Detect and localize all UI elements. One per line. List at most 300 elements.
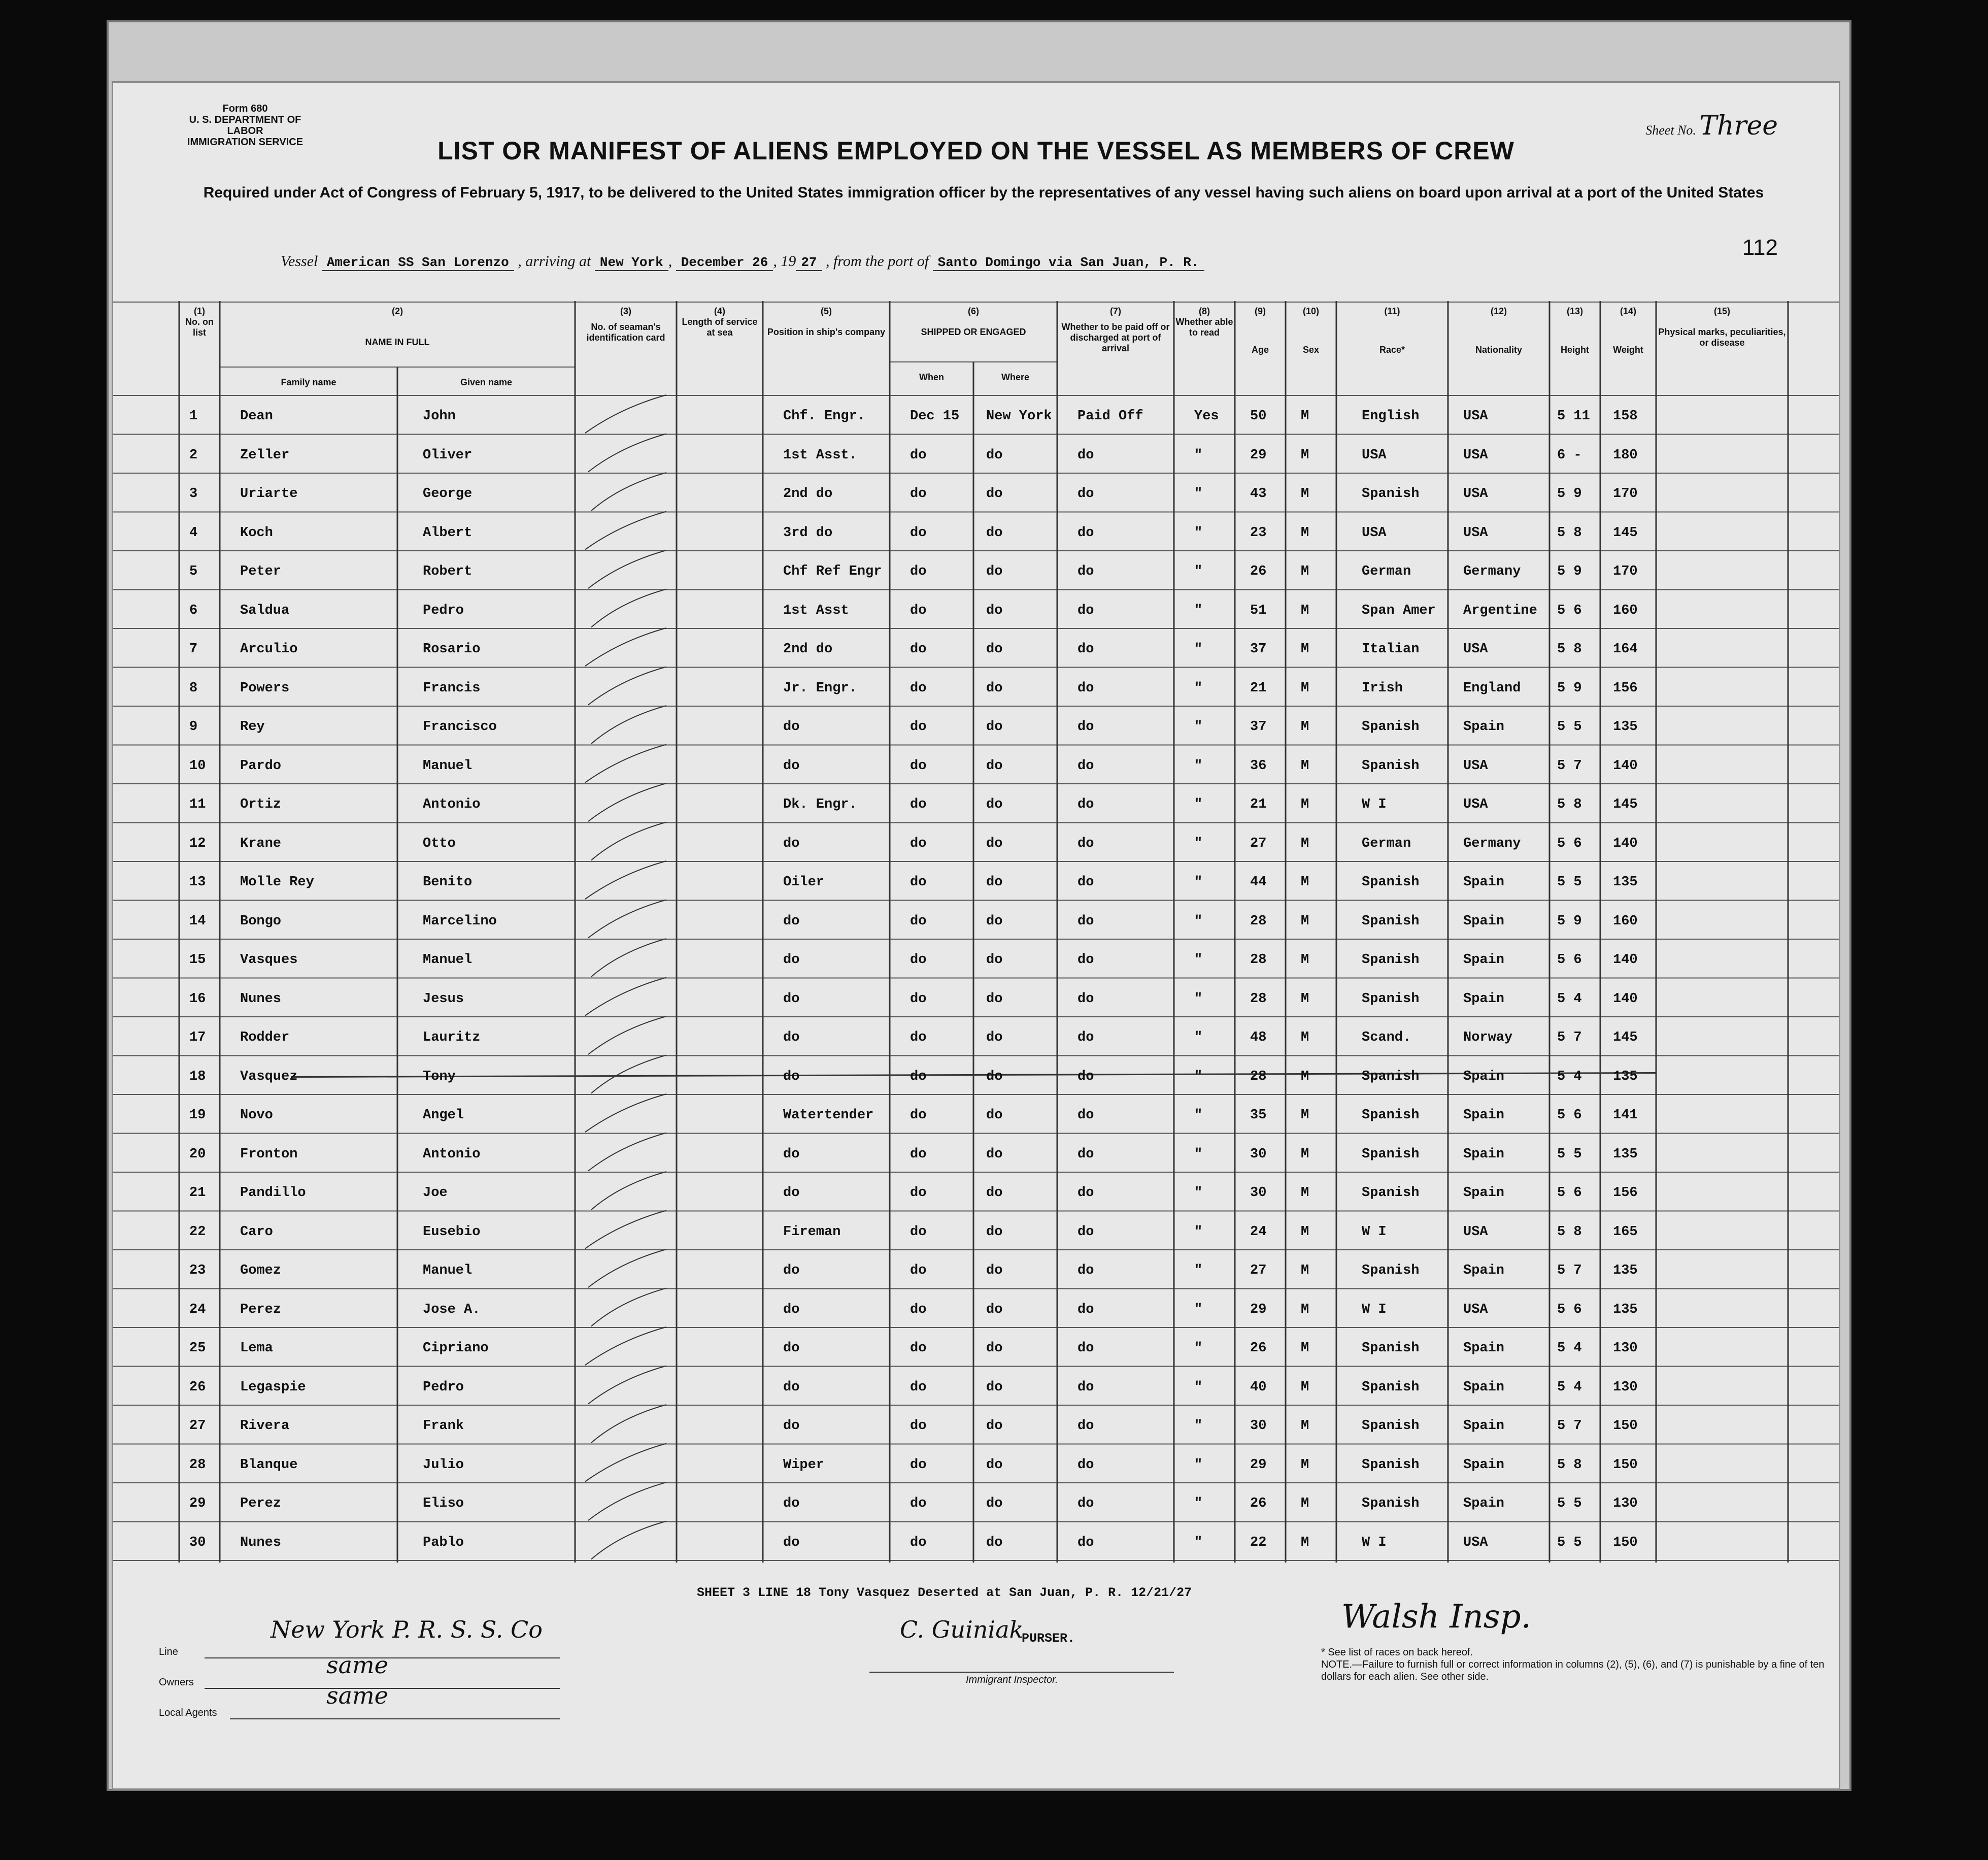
cell-race: Spanish — [1362, 1379, 1420, 1395]
table-row — [113, 1174, 1839, 1213]
footnote: * See list of races on back hereof. NOTE.—Failure to furnish full or correct information in columns (2), (5), (6), and (7) is punishable by a fine of ten dollars for each alien. See other side. — [1321, 1647, 1825, 1682]
cell-height: 5 6 — [1557, 1185, 1582, 1201]
cell-age: 30 — [1250, 1146, 1267, 1162]
agents-handwritten: same — [326, 1682, 388, 1709]
cell-age: 22 — [1250, 1535, 1267, 1550]
cell-race: Spanish — [1362, 1457, 1420, 1473]
cell-row-number: 12 — [189, 836, 206, 851]
header-name: (2) NAME IN FULL — [365, 306, 430, 347]
cell-position: do — [783, 1341, 800, 1356]
cell-given-name: John — [423, 409, 456, 424]
table-row — [113, 670, 1839, 708]
cell-position: do — [783, 719, 800, 735]
cell-shipped-where: do — [986, 758, 1003, 774]
cell-race: German — [1362, 836, 1411, 851]
cell-row-number: 18 — [189, 1069, 206, 1084]
table-row — [113, 1407, 1839, 1446]
cell-age: 50 — [1250, 409, 1267, 424]
cell-age: 28 — [1250, 1069, 1267, 1084]
cell-able-to-read: " — [1194, 875, 1203, 890]
cell-family-name: Dean — [240, 409, 273, 424]
cell-able-to-read: " — [1194, 797, 1203, 812]
cell-shipped-when: do — [910, 525, 927, 541]
cell-shipped-where: do — [986, 1108, 1003, 1123]
cell-shipped-when: do — [910, 1379, 927, 1395]
cell-family-name: Bongo — [240, 913, 282, 929]
cell-height: 5 4 — [1557, 1341, 1582, 1356]
cell-shipped-where: New York — [986, 409, 1052, 424]
cell-family-name: Peter — [240, 564, 282, 579]
cell-able-to-read: " — [1194, 447, 1203, 463]
cell-position: do — [783, 1069, 800, 1084]
header-paid-off: (7) Whether to be paid off or discharged at port of arrival — [1061, 306, 1170, 353]
cell-position: 1st Asst — [783, 603, 849, 618]
cell-family-name: Perez — [240, 1496, 282, 1511]
cell-shipped-where: do — [986, 1457, 1003, 1473]
cell-sex: M — [1301, 564, 1309, 579]
cell-family-name: Krane — [240, 836, 282, 851]
cell-shipped-where: do — [986, 1418, 1003, 1434]
cell-nationality: Spain — [1463, 1185, 1505, 1201]
cell-height: 5 7 — [1557, 758, 1582, 774]
cell-race: Spanish — [1362, 1341, 1420, 1356]
cell-shipped-when: do — [910, 1496, 927, 1511]
arrival-date: December 26 — [676, 255, 773, 271]
cell-row-number: 22 — [189, 1224, 206, 1240]
table-row — [113, 1097, 1839, 1135]
cell-race: Spanish — [1362, 486, 1420, 502]
cell-able-to-read: " — [1194, 1496, 1203, 1511]
table-row — [113, 708, 1839, 747]
cell-family-name: Saldua — [240, 603, 290, 618]
cell-able-to-read: " — [1194, 1185, 1203, 1201]
cell-family-name: Gomez — [240, 1263, 282, 1278]
cell-race: Scand. — [1362, 1030, 1411, 1045]
cell-able-to-read: " — [1194, 991, 1203, 1007]
cell-race: Spanish — [1362, 1069, 1420, 1084]
cell-paid-off: do — [1077, 680, 1094, 696]
cell-position: Chf. Engr. — [783, 409, 866, 424]
header-height: (13) Height — [1561, 306, 1589, 355]
cell-given-name: Albert — [423, 525, 473, 541]
cell-family-name: Vasquez — [240, 1069, 298, 1084]
table-row — [113, 1252, 1839, 1290]
cell-nationality: Spain — [1463, 1108, 1505, 1123]
cell-weight: 135 — [1613, 1302, 1638, 1317]
cell-age: 26 — [1250, 1341, 1267, 1356]
cell-race: Spanish — [1362, 719, 1420, 735]
cell-race: Spanish — [1362, 1185, 1420, 1201]
cell-height: 5 4 — [1557, 1069, 1582, 1084]
cell-height: 5 9 — [1557, 486, 1582, 502]
table-row — [113, 475, 1839, 514]
cell-paid-off: do — [1077, 1069, 1094, 1084]
cell-race: Spanish — [1362, 991, 1420, 1007]
cell-nationality: USA — [1463, 1302, 1488, 1317]
cell-shipped-when: do — [910, 758, 927, 774]
cell-sex: M — [1301, 603, 1309, 618]
cell-able-to-read: " — [1194, 1302, 1203, 1317]
cell-row-number: 21 — [189, 1185, 206, 1201]
table-row — [113, 786, 1839, 824]
table-row — [113, 863, 1839, 902]
cell-shipped-where: do — [986, 680, 1003, 696]
cell-given-name: Lauritz — [423, 1030, 481, 1045]
table-row — [113, 903, 1839, 941]
cell-height: 5 7 — [1557, 1418, 1582, 1434]
cell-shipped-when: do — [910, 875, 927, 890]
cell-weight: 135 — [1613, 1069, 1638, 1084]
cell-paid-off: do — [1077, 1108, 1094, 1123]
cell-weight: 135 — [1613, 719, 1638, 735]
cell-given-name: Joe — [423, 1185, 448, 1201]
cell-shipped-when: do — [910, 1108, 927, 1123]
cell-height: 5 9 — [1557, 680, 1582, 696]
cell-position: do — [783, 1418, 800, 1434]
cell-row-number: 16 — [189, 991, 206, 1007]
cell-age: 26 — [1250, 1496, 1267, 1511]
cell-weight: 145 — [1613, 525, 1638, 541]
cell-weight: 156 — [1613, 680, 1638, 696]
purser-signature: C. Guiniak — [900, 1616, 1024, 1643]
cell-position: do — [783, 991, 800, 1007]
cell-weight: 150 — [1613, 1457, 1638, 1473]
cell-row-number: 24 — [189, 1302, 206, 1317]
cell-row-number: 7 — [189, 642, 198, 657]
header-able-to-read: (8) Whether able to read — [1175, 306, 1233, 338]
desertion-annotation: SHEET 3 LINE 18 Tony Vasquez Deserted at San Juan, P. R. 12/21/27 — [697, 1585, 1192, 1600]
cell-nationality: Spain — [1463, 875, 1505, 890]
cell-position: Oiler — [783, 875, 825, 890]
cell-given-name: Pedro — [423, 1379, 464, 1395]
cell-shipped-when: do — [910, 1263, 927, 1278]
cell-age: 30 — [1250, 1418, 1267, 1434]
table-row — [113, 1213, 1839, 1252]
cell-able-to-read: " — [1194, 1379, 1203, 1395]
header-race: (11) Race* — [1379, 306, 1405, 355]
cell-given-name: Eliso — [423, 1496, 464, 1511]
cell-row-number: 26 — [189, 1379, 206, 1395]
cell-sex: M — [1301, 642, 1309, 657]
table-row — [113, 1446, 1839, 1485]
cell-able-to-read: " — [1194, 1457, 1203, 1473]
cell-shipped-when: do — [910, 1069, 927, 1084]
cell-row-number: 10 — [189, 758, 206, 774]
cell-sex: M — [1301, 1535, 1309, 1550]
cell-shipped-where: do — [986, 1185, 1003, 1201]
cell-row-number: 29 — [189, 1496, 206, 1511]
cell-nationality: USA — [1463, 447, 1488, 463]
page-subtitle: Required under Act of Congress of February 5, 1917, to be delivered to the United States immigration officer by the representatives of any vessel having such aliens on board upon arrival at a port of the United States — [203, 184, 1764, 201]
cell-shipped-when: do — [910, 1185, 927, 1201]
cell-weight: 130 — [1613, 1341, 1638, 1356]
header-shipped-when: When — [919, 372, 944, 382]
cell-shipped-where: do — [986, 719, 1003, 735]
cell-shipped-when: do — [910, 1224, 927, 1240]
table-row — [113, 630, 1839, 669]
cell-able-to-read: Yes — [1194, 409, 1219, 424]
cell-sex: M — [1301, 1030, 1309, 1045]
cell-shipped-where: do — [986, 836, 1003, 851]
cell-position: do — [783, 1263, 800, 1278]
crew-table — [113, 301, 1839, 1667]
header-physical-marks: (15) Physical marks, peculiarities, or disease — [1658, 306, 1786, 348]
cell-paid-off: do — [1077, 1379, 1094, 1395]
cell-shipped-where: do — [986, 1302, 1003, 1317]
cell-given-name: Francisco — [423, 719, 497, 735]
table-row — [113, 1136, 1839, 1174]
cell-sex: M — [1301, 680, 1309, 696]
cell-height: 6 - — [1557, 447, 1582, 463]
cell-sex: M — [1301, 1108, 1309, 1123]
cell-able-to-read: " — [1194, 564, 1203, 579]
cell-age: 37 — [1250, 642, 1267, 657]
cell-able-to-read: " — [1194, 719, 1203, 735]
cell-shipped-where: do — [986, 564, 1003, 579]
cell-shipped-when: do — [910, 913, 927, 929]
table-row — [113, 553, 1839, 591]
cell-family-name: Molle Rey — [240, 875, 314, 890]
table-row — [113, 747, 1839, 786]
header-no: (1) No. on list — [185, 306, 214, 338]
cell-weight: 145 — [1613, 797, 1638, 812]
cell-able-to-read: " — [1194, 486, 1203, 502]
cell-sex: M — [1301, 875, 1309, 890]
cell-sex: M — [1301, 525, 1309, 541]
cell-paid-off: do — [1077, 913, 1094, 929]
cell-given-name: Oliver — [423, 447, 473, 463]
cell-nationality: Spain — [1463, 1341, 1505, 1356]
cell-position: Jr. Engr. — [783, 680, 857, 696]
cell-position: do — [783, 1496, 800, 1511]
cell-shipped-where: do — [986, 525, 1003, 541]
cell-sex: M — [1301, 797, 1309, 812]
cell-race: Irish — [1362, 680, 1403, 696]
cell-row-number: 15 — [189, 952, 206, 968]
cell-row-number: 11 — [189, 797, 206, 812]
cell-shipped-when: do — [910, 642, 927, 657]
cell-age: 21 — [1250, 797, 1267, 812]
table-row — [113, 1058, 1839, 1097]
cell-family-name: Pardo — [240, 758, 282, 774]
cell-position: Fireman — [783, 1224, 841, 1240]
cell-given-name: Manuel — [423, 1263, 473, 1278]
table-row — [113, 1330, 1839, 1368]
cell-shipped-where: do — [986, 797, 1003, 812]
cell-nationality: Spain — [1463, 952, 1505, 968]
cell-weight: 135 — [1613, 1263, 1638, 1278]
cell-row-number: 25 — [189, 1341, 206, 1356]
cell-height: 5 8 — [1557, 1457, 1582, 1473]
cell-shipped-when: do — [910, 1341, 927, 1356]
cell-position: 1st Asst. — [783, 447, 857, 463]
cell-race: Spanish — [1362, 1418, 1420, 1434]
departure-port: Santo Domingo via San Juan, P. R. — [933, 255, 1204, 271]
table-row — [113, 514, 1839, 553]
cell-weight: 140 — [1613, 991, 1638, 1007]
cell-able-to-read: " — [1194, 952, 1203, 968]
cell-given-name: Eusebio — [423, 1224, 481, 1240]
cell-paid-off: do — [1077, 486, 1094, 502]
cell-shipped-when: do — [910, 991, 927, 1007]
cell-sex: M — [1301, 991, 1309, 1007]
cell-weight: 140 — [1613, 836, 1638, 851]
cell-height: 5 6 — [1557, 1302, 1582, 1317]
cell-given-name: George — [423, 486, 473, 502]
cell-sex: M — [1301, 486, 1309, 502]
cell-sex: M — [1301, 1224, 1309, 1240]
vessel-line-owners: New York P. R. S. S. Co Line same Owners same Local Agents — [159, 1636, 565, 1738]
table-row — [113, 1524, 1839, 1563]
cell-paid-off: do — [1077, 564, 1094, 579]
cell-paid-off: do — [1077, 875, 1094, 890]
cell-position: do — [783, 952, 800, 968]
cell-paid-off: do — [1077, 525, 1094, 541]
cell-paid-off: do — [1077, 447, 1094, 463]
cell-shipped-where: do — [986, 486, 1003, 502]
cell-able-to-read: " — [1194, 758, 1203, 774]
cell-weight: 160 — [1613, 913, 1638, 929]
cell-race: Spanish — [1362, 758, 1420, 774]
cell-nationality: Spain — [1463, 1379, 1505, 1395]
cell-able-to-read: " — [1194, 1108, 1203, 1123]
cell-age: 28 — [1250, 991, 1267, 1007]
cell-height: 5 5 — [1557, 719, 1582, 735]
cell-shipped-when: do — [910, 603, 927, 618]
cell-race: Spanish — [1362, 913, 1420, 929]
cell-sex: M — [1301, 758, 1309, 774]
cell-paid-off: do — [1077, 1263, 1094, 1278]
cell-paid-off: do — [1077, 642, 1094, 657]
cell-age: 21 — [1250, 680, 1267, 696]
cell-weight: 164 — [1613, 642, 1638, 657]
cell-paid-off: do — [1077, 1418, 1094, 1434]
cell-sex: M — [1301, 1341, 1309, 1356]
header-seaman-card: (3) No. of seaman's identification card — [586, 306, 665, 343]
table-row — [113, 941, 1839, 980]
cell-sex: M — [1301, 409, 1309, 424]
cell-nationality: Spain — [1463, 1263, 1505, 1278]
cell-age: 29 — [1250, 1457, 1267, 1473]
cell-shipped-where: do — [986, 952, 1003, 968]
cell-position: do — [783, 1302, 800, 1317]
table-row — [113, 592, 1839, 630]
table-row — [113, 1291, 1839, 1330]
cell-sex: M — [1301, 1457, 1309, 1473]
cell-weight: 150 — [1613, 1418, 1638, 1434]
cell-shipped-when: do — [910, 486, 927, 502]
cell-given-name: Jose A. — [423, 1302, 481, 1317]
cell-able-to-read: " — [1194, 1030, 1203, 1045]
cell-given-name: Benito — [423, 875, 473, 890]
owners-handwritten: same — [326, 1651, 388, 1679]
cell-height: 5 8 — [1557, 642, 1582, 657]
cell-weight: 170 — [1613, 564, 1638, 579]
header-nationality: (12) Nationality — [1475, 306, 1522, 355]
cell-sex: M — [1301, 447, 1309, 463]
cell-shipped-when: do — [910, 836, 927, 851]
cell-age: 40 — [1250, 1379, 1267, 1395]
cell-height: 5 8 — [1557, 797, 1582, 812]
cell-race: USA — [1362, 525, 1387, 541]
cell-age: 26 — [1250, 564, 1267, 579]
cell-row-number: 19 — [189, 1108, 206, 1123]
cell-age: 24 — [1250, 1224, 1267, 1240]
cell-family-name: Rey — [240, 719, 265, 735]
cell-nationality: USA — [1463, 642, 1488, 657]
cell-able-to-read: " — [1194, 1263, 1203, 1278]
cell-paid-off: do — [1077, 1302, 1094, 1317]
cell-able-to-read: " — [1194, 1418, 1203, 1434]
cell-position: do — [783, 1379, 800, 1395]
cell-sex: M — [1301, 1185, 1309, 1201]
cell-able-to-read: " — [1194, 1535, 1203, 1550]
cell-paid-off: do — [1077, 991, 1094, 1007]
header-service-length: (4) Length of service at sea — [682, 306, 758, 338]
cell-race: W I — [1362, 1302, 1387, 1317]
cell-row-number: 27 — [189, 1418, 206, 1434]
cell-family-name: Powers — [240, 680, 290, 696]
cell-shipped-when: Dec 15 — [910, 409, 960, 424]
cell-age: 27 — [1250, 836, 1267, 851]
cell-age: 44 — [1250, 875, 1267, 890]
cell-race: Spanish — [1362, 952, 1420, 968]
cell-able-to-read: " — [1194, 1146, 1203, 1162]
cell-given-name: Frank — [423, 1418, 464, 1434]
cell-shipped-where: do — [986, 1069, 1003, 1084]
cell-family-name: Nunes — [240, 1535, 282, 1550]
cell-family-name: Perez — [240, 1302, 282, 1317]
cell-paid-off: do — [1077, 836, 1094, 851]
cell-weight: 156 — [1613, 1185, 1638, 1201]
cell-shipped-where: do — [986, 1030, 1003, 1045]
cell-nationality: Spain — [1463, 1496, 1505, 1511]
cell-shipped-where: do — [986, 1379, 1003, 1395]
cell-weight: 135 — [1613, 875, 1638, 890]
cell-race: German — [1362, 564, 1411, 579]
cell-weight: 170 — [1613, 486, 1638, 502]
cell-sex: M — [1301, 952, 1309, 968]
header-age: (9) Age — [1251, 306, 1269, 355]
cell-family-name: Rivera — [240, 1418, 290, 1434]
cell-nationality: England — [1463, 680, 1521, 696]
cell-family-name: Pandillo — [240, 1185, 306, 1201]
cell-shipped-when: do — [910, 1146, 927, 1162]
cell-given-name: Pedro — [423, 603, 464, 618]
cell-paid-off: do — [1077, 1535, 1094, 1550]
cell-race: Spanish — [1362, 1496, 1420, 1511]
cell-given-name: Julio — [423, 1457, 464, 1473]
cell-height: 5 7 — [1557, 1030, 1582, 1045]
cell-sex: M — [1301, 913, 1309, 929]
cell-race: USA — [1362, 447, 1387, 463]
cell-position: 2nd do — [783, 486, 833, 502]
cell-race: Spanish — [1362, 875, 1420, 890]
cell-height: 5 6 — [1557, 603, 1582, 618]
cell-family-name: Arculio — [240, 642, 298, 657]
cell-age: 36 — [1250, 758, 1267, 774]
cell-race: W I — [1362, 1535, 1387, 1550]
cell-age: 27 — [1250, 1263, 1267, 1278]
cell-given-name: Antonio — [423, 1146, 481, 1162]
cell-shipped-where: do — [986, 603, 1003, 618]
cell-shipped-where: do — [986, 1496, 1003, 1511]
cell-family-name: Nunes — [240, 991, 282, 1007]
cell-paid-off: do — [1077, 1185, 1094, 1201]
cell-given-name: Antonio — [423, 797, 481, 812]
cell-shipped-when: do — [910, 797, 927, 812]
cell-family-name: Koch — [240, 525, 273, 541]
